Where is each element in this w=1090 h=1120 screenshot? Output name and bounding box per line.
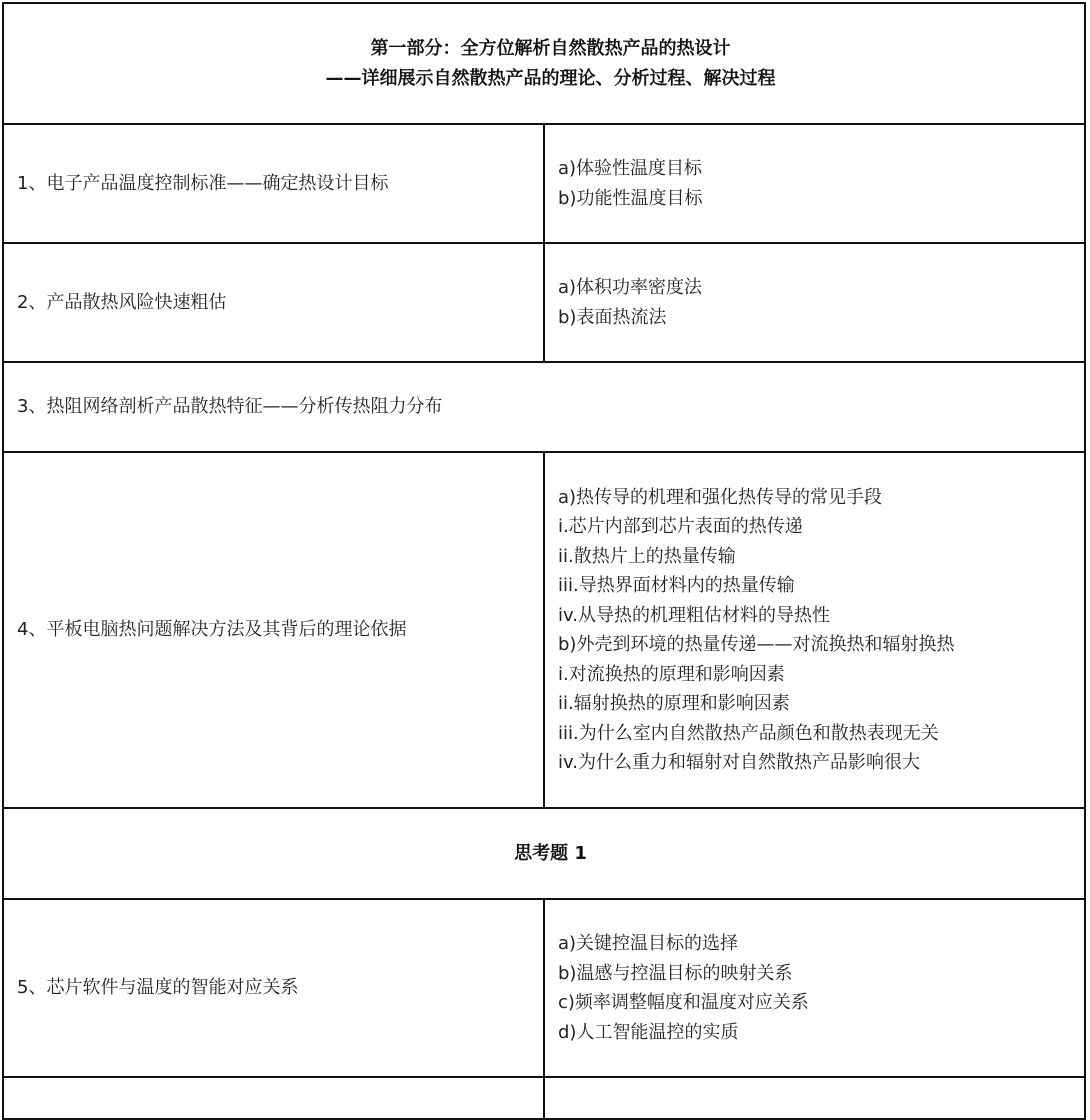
topic-cell <box>3 1077 544 1119</box>
details-cell <box>544 243 1085 362</box>
detail-item: b)功能性温度目标 <box>558 187 703 209</box>
detail-item: iii.为什么室内自然散热产品颜色和散热表现无关 <box>558 722 939 744</box>
detail-item: a)体验性温度目标 <box>558 158 703 179</box>
topic-text: 3、热阻网络剖析产品散热特征——分析传热阻力分布 <box>17 396 443 418</box>
title-row <box>3 3 1085 124</box>
table-row <box>3 899 1085 1077</box>
table-row <box>3 362 1085 452</box>
detail-item: i.对流换热的原理和影响因素 <box>558 663 785 685</box>
topic-text: 4、平板电脑热问题解决方法及其背后的理论依据 <box>17 619 407 641</box>
section-title: 第一部分：全方位解析自然散热产品的热设计 <box>370 38 731 59</box>
details-cell <box>544 124 1085 243</box>
course-outline-table <box>2 2 1086 1120</box>
thinking-question-cell <box>3 808 1085 899</box>
detail-item: iv.从导热的机理粗估材料的导热性 <box>558 604 830 626</box>
topic-cell-wide <box>3 362 1085 452</box>
detail-item: ii.辐射换热的原理和影响因素 <box>558 693 790 714</box>
table-row <box>3 243 1085 362</box>
detail-item: d)人工智能温控的实质 <box>558 1021 739 1043</box>
detail-item: a)体积功率密度法 <box>558 277 703 298</box>
detail-item: iv.为什么重力和辐射对自然散热产品影响很大 <box>558 752 920 773</box>
table-row-cutoff <box>3 1077 1085 1119</box>
detail-item: ii.散热片上的热量传输 <box>558 545 736 567</box>
topic-cell <box>3 899 544 1077</box>
details-cell <box>544 899 1085 1077</box>
topic-cell <box>3 124 544 243</box>
thinking-question-label: 思考题 1 <box>514 842 587 864</box>
detail-item: b)外壳到环境的热量传递——对流换热和辐射换热 <box>558 634 955 655</box>
detail-item: b)温感与控温目标的映射关系 <box>558 962 793 984</box>
detail-item: i.芯片内部到芯片表面的热传递 <box>558 516 803 537</box>
table-row <box>3 452 1085 808</box>
table-row <box>3 124 1085 243</box>
detail-item: b)表面热流法 <box>558 306 667 328</box>
topic-text: 5、芯片软件与温度的智能对应关系 <box>17 977 299 999</box>
details-cell <box>544 1077 1085 1119</box>
section-subtitle: ——详细展示自然散热产品的理论、分析过程、解决过程 <box>325 67 776 89</box>
detail-item: a)关键控温目标的选择 <box>558 933 739 954</box>
detail-item: iii.导热界面材料内的热量传输 <box>558 575 795 596</box>
topic-cell <box>3 243 544 362</box>
topic-text: 2、产品散热风险快速粗估 <box>17 291 227 313</box>
topic-text: 1、电子产品温度控制标准——确定热设计目标 <box>17 172 389 194</box>
thinking-question-row <box>3 808 1085 899</box>
topic-cell <box>3 452 544 808</box>
section-title-cell <box>3 3 1085 124</box>
detail-item: a)热传导的机理和强化热传导的常见手段 <box>558 486 883 508</box>
details-cell <box>544 452 1085 808</box>
detail-item: c)频率调整幅度和温度对应关系 <box>558 992 809 1013</box>
